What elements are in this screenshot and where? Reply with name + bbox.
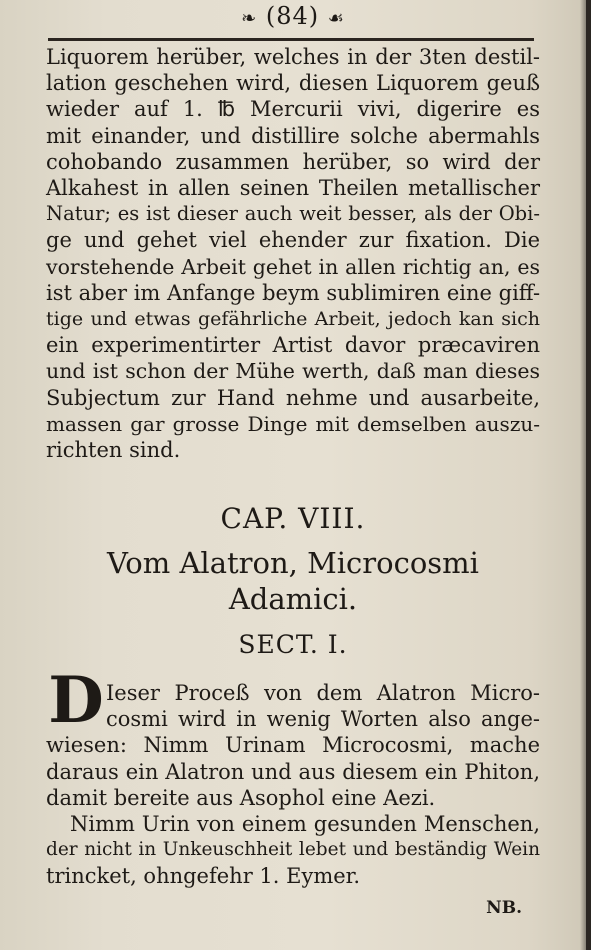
text-line: ist aber im Anfange beym sublimiren eine giff- (46, 280, 541, 305)
chapter-title: CAP. VIII. (220, 502, 366, 535)
paragraph-1 (46, 44, 540, 463)
text-line: der nicht in Unkeuschheit lebet und beständig Wein (46, 839, 540, 861)
page-number: (84) (265, 2, 320, 30)
text-line: tige und etwas gefährliche Arbeit, jedoch kan sich (46, 308, 540, 331)
text-line: lation geschehen wird, diesen Liquorem geuß (46, 71, 540, 96)
text-line: trincket, ohngefehr 1. Eymer. (46, 864, 361, 889)
text-line: Alkahest in allen seinen Theilen metallischer (46, 176, 540, 201)
text-line: daraus ein Alatron und aus diesem ein Phiton, (46, 759, 540, 784)
text-line: wiesen: Nimm Urinam Microcosmi, mache (46, 733, 540, 758)
catchword: NB. (486, 898, 522, 918)
text-line: massen gar grosse Dinge mit demselben auszu- (46, 411, 540, 436)
page-header (0, 2, 586, 30)
text-line: damit bereite aus Asophol eine Aezi. (46, 785, 436, 810)
text-line: wieder auf 1. ℔ Mercurii vivi, digerire es (46, 97, 540, 122)
header-ornament-right: ☙ (327, 8, 345, 29)
text-line: richten sind. (46, 438, 181, 463)
chapter-subtitle-line-1: Vom Alatron, Microcosmi (107, 546, 479, 580)
header-ornament-left: ❧ (241, 8, 258, 29)
text-line: cohobando zusammen herüber, so wird der (46, 149, 540, 174)
chapter-subtitle-line-2: Adamici. (228, 582, 358, 616)
text-line: Natur; es ist dieser auch weit besser, als der Obi- (46, 202, 540, 226)
text-line: mit einander, und distillire solche abermahls (46, 123, 540, 148)
text-line: ge und gehet viel ehender zur fixation. Die (46, 228, 540, 253)
text-line: vorstehende Arbeit gehet in allen richtig an, es (46, 254, 540, 279)
drop-cap: D (48, 663, 104, 738)
text-line: ein experimentirter Artist davor præcaviren (46, 333, 540, 358)
text-line: Subjectum zur Hand nehme und ausarbeite, (46, 385, 540, 410)
header-rule (48, 38, 534, 41)
page-edge-shadow (580, 0, 586, 950)
text-line: Liquorem herüber, welches in der 3ten destil- (46, 45, 540, 69)
text-line: Ieser Proceß von dem Alatron Micro- (106, 681, 540, 705)
section-title: SECT. I. (238, 630, 348, 659)
text-line: und ist schon der Mühe werth, daß man dieses (46, 359, 540, 384)
text-line: cosmi wird in wenig Worten also ange- (106, 707, 540, 732)
text-line: Nimm Urin von einem gesunden Menschen, (70, 812, 540, 837)
paragraph-2 (46, 680, 540, 890)
